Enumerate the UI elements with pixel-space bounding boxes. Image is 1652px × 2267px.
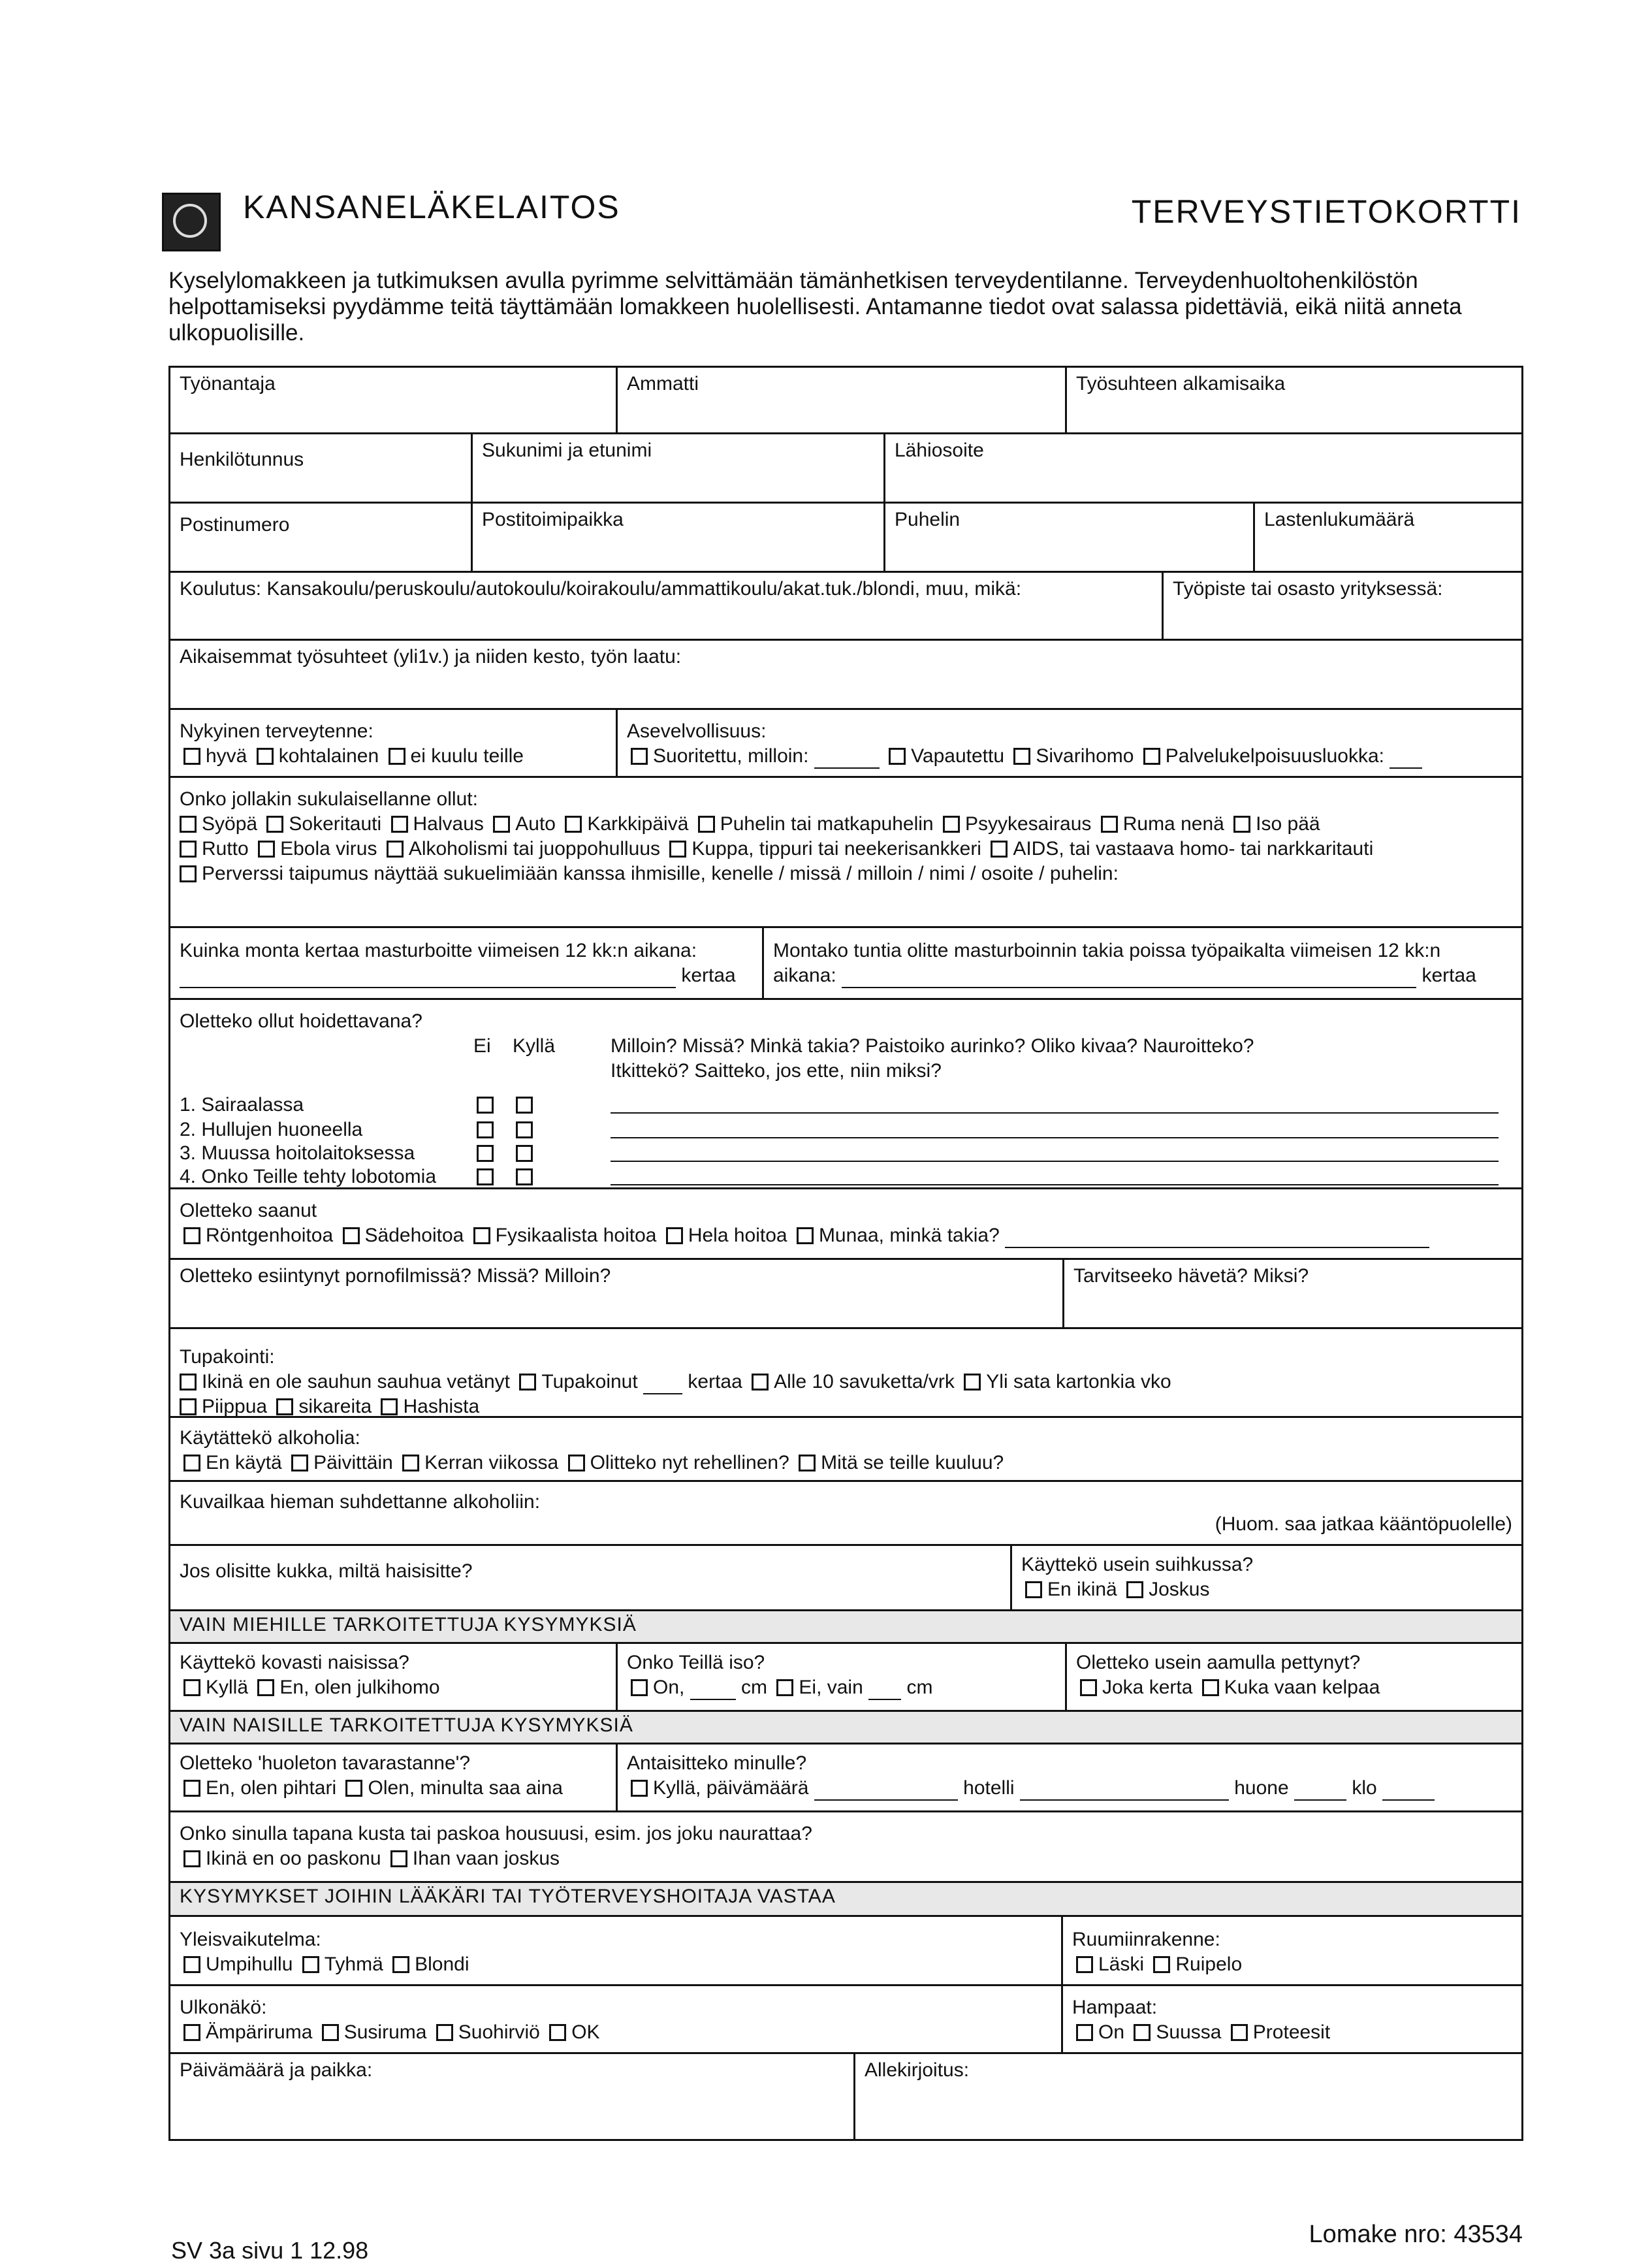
checkbox[interactable] bbox=[183, 1850, 200, 1867]
checkbox[interactable] bbox=[183, 1227, 200, 1244]
checkbox[interactable] bbox=[180, 1374, 197, 1391]
checkbox[interactable] bbox=[799, 1455, 816, 1471]
alcohol-relationship[interactable]: Kuvailkaa hieman suhdettanne alkoholiin: (Huom. saa jatkaa kääntöpuolelle) bbox=[170, 1482, 1521, 1544]
answer-line[interactable] bbox=[690, 1680, 736, 1700]
doctor-section-header: KYSYMYKSET JOIHIN LÄÄKÄRI TAI TYÖTERVEYSHOITAJA VASTAA bbox=[170, 1883, 1521, 1917]
checkbox[interactable] bbox=[1202, 1679, 1219, 1696]
checkbox[interactable] bbox=[391, 816, 408, 833]
question-text: Itkittekö? Saitteko, jos ette, niin miksi? bbox=[611, 1060, 942, 1082]
checkbox[interactable] bbox=[631, 748, 648, 765]
checkbox[interactable] bbox=[302, 1956, 319, 1973]
checkbox[interactable] bbox=[631, 1780, 648, 1797]
profession-field[interactable]: Ammatti bbox=[616, 368, 1065, 432]
checkbox[interactable] bbox=[183, 1780, 200, 1797]
note-text: (Huom. saa jatkaa kääntöpuolelle) bbox=[1215, 1513, 1512, 1535]
checkbox[interactable] bbox=[797, 1227, 814, 1244]
col-yes: Kyllä bbox=[513, 1035, 556, 1057]
shower-question: Käyttekö usein suihkussa? En ikinä Joskus bbox=[1010, 1546, 1521, 1609]
shame-question[interactable]: Tarvitseeko hävetä? Miksi? bbox=[1062, 1260, 1521, 1327]
item-label: 1. Sairaalassa bbox=[180, 1094, 304, 1116]
checkbox[interactable] bbox=[1080, 1679, 1097, 1696]
checkbox[interactable] bbox=[477, 1097, 494, 1114]
doctor-row-1 bbox=[170, 1917, 1521, 1986]
hotel-line[interactable] bbox=[1020, 1781, 1229, 1801]
checkbox[interactable] bbox=[516, 1121, 533, 1138]
checkbox[interactable] bbox=[776, 1679, 793, 1696]
masturbation-count: Kuinka monta kertaa masturboitte viimeisen 12 kk:n aikana: kertaa bbox=[170, 928, 762, 998]
checkbox[interactable] bbox=[568, 1455, 585, 1471]
size-question: Onko Teillä iso? On, cm Ei, vain cm bbox=[616, 1644, 1065, 1710]
form-title: TERVEYSTIETOKORTTI bbox=[1131, 193, 1521, 230]
checkbox[interactable] bbox=[1101, 816, 1118, 833]
checkbox[interactable] bbox=[1025, 1581, 1042, 1598]
men-section-header: VAIN MIEHILLE TARKOITETTUJA KYSYMYKSIÄ bbox=[170, 1611, 1521, 1644]
women-questions-row bbox=[170, 1744, 1521, 1812]
teeth: Hampaat: On Suussa Proteesit bbox=[1061, 1986, 1521, 2052]
answer-line[interactable] bbox=[611, 1166, 1499, 1185]
checkbox[interactable] bbox=[943, 816, 960, 833]
answer-line[interactable] bbox=[1005, 1229, 1429, 1248]
checkbox[interactable] bbox=[180, 1398, 197, 1415]
received-treatments: Oletteko saanut Röntgenhoitoa Sädehoitoa Fysikaalista hoitoa Hela hoitoa Munaa, minkä takia? bbox=[170, 1189, 1521, 1258]
checkbox[interactable] bbox=[322, 2024, 339, 2041]
relatives-diseases: Onko jollakin sukulaisellanne ollut: Syöpä Sokeritauti Halvaus Auto Karkkipäivä Puhelin tai matkapuhelin Psyykesairaus Ruma nenä Iso pää Rutto Ebola virus Alkoholismi tai juoppohulluus Kuppa, tippuri tai neekerisankkeri AIDS, tai vastaava homo- tai narkkaritauti Perverssi taipumus näyttää sukuelimiään kanssa ihmisille, kenelle / missä / milloin / nimi / osoite / puhelin: bbox=[180, 788, 1374, 884]
alcohol-row bbox=[170, 1418, 1521, 1482]
checkbox[interactable] bbox=[402, 1455, 419, 1471]
children-field[interactable]: Lastenlukumäärä bbox=[1253, 504, 1521, 571]
checkbox[interactable] bbox=[698, 816, 715, 833]
checkbox[interactable] bbox=[183, 748, 200, 765]
answer-line[interactable] bbox=[180, 969, 676, 988]
alcohol-use: Käytättekö alkoholia: En käytä Päivittäin Kerran viikossa Olitteko nyt rehellinen? Mitä se teille kuuluu? bbox=[180, 1427, 1004, 1473]
women-section-header: VAIN NAISILLE TARKOITETTUJA KYSYMYKSIÄ bbox=[170, 1712, 1521, 1744]
alcohol-relationship-row bbox=[170, 1482, 1521, 1546]
health-form bbox=[168, 366, 1523, 2141]
signature-field[interactable]: Allekirjoitus: bbox=[853, 2054, 1521, 2139]
date-line[interactable] bbox=[814, 1781, 958, 1801]
item-label: 2. Hullujen huoneella bbox=[180, 1119, 363, 1140]
treatment-history: Oletteko ollut hoidettavana? Ei Kyllä Milloin? Missä? Minkä takia? Paistoiko aurinko? Oliko kivaa? Nauroitteko? Itkittekö? Saitteko, jos ette, niin miksi? 1. Sairaalassa 2. Hullujen huoneella 3. Muussa hoitolaitoksessa 4. Onko Teille tehty lobotomia bbox=[170, 1000, 1521, 1187]
checkbox[interactable] bbox=[387, 841, 404, 858]
education-field[interactable]: Koulutus: Kansakoulu/peruskoulu/autokoulu/koirakoulu/ammattikoulu/akat.tuk./blondi, muu, mikä: bbox=[180, 578, 1022, 600]
checkbox[interactable] bbox=[389, 748, 405, 765]
checkbox[interactable] bbox=[1153, 1956, 1170, 1973]
employment-row bbox=[170, 368, 1521, 434]
checkbox[interactable] bbox=[473, 1227, 490, 1244]
accident-question: Onko sinulla tapana kusta tai paskoa housuusi, esim. jos joku naurattaa? Ikinä en oo paskonu Ihan vaan joskus bbox=[180, 1823, 812, 1869]
answer-line[interactable] bbox=[868, 1680, 901, 1700]
flower-row bbox=[170, 1546, 1521, 1611]
address-field[interactable]: Lähiosoite bbox=[883, 434, 1521, 502]
checkbox[interactable] bbox=[266, 816, 283, 833]
previous-jobs-row bbox=[170, 641, 1521, 710]
date-place-field[interactable]: Päivämäärä ja paikka: bbox=[180, 2059, 373, 2081]
checkbox[interactable] bbox=[991, 841, 1008, 858]
name-field[interactable]: Sukunimi ja etunimi bbox=[471, 434, 883, 502]
question-text: Milloin? Missä? Minkä takia? Paistoiko aurinko? Oliko kivaa? Nauroitteko? bbox=[611, 1035, 1254, 1057]
answer-line[interactable] bbox=[611, 1094, 1499, 1114]
class-line[interactable] bbox=[1390, 749, 1422, 769]
item-label: 3. Muussa hoitolaitoksessa bbox=[180, 1142, 415, 1164]
checkbox[interactable] bbox=[183, 2024, 200, 2041]
checkbox[interactable] bbox=[180, 841, 197, 858]
checkbox[interactable] bbox=[345, 1780, 362, 1797]
morning-question: Oletteko usein aamulla pettynyt? Joka kerta Kuka vaan kelpaa bbox=[1065, 1644, 1521, 1710]
checkbox[interactable] bbox=[1233, 816, 1250, 833]
checkbox[interactable] bbox=[1076, 2024, 1093, 2041]
form-code: SV 3a sivu 1 12.98 bbox=[171, 2237, 369, 2264]
ssn-field[interactable]: Henkilötunnus bbox=[180, 449, 304, 470]
col-no: Ei bbox=[473, 1035, 491, 1057]
checkbox[interactable] bbox=[493, 816, 510, 833]
checkbox[interactable] bbox=[183, 1956, 200, 1973]
checkbox[interactable] bbox=[477, 1121, 494, 1138]
checkbox[interactable] bbox=[291, 1455, 308, 1471]
checkbox[interactable] bbox=[519, 1374, 536, 1391]
item-label: 4. Onko Teille tehty lobotomia bbox=[180, 1166, 437, 1187]
women-interest: Käyttekö kovasti naisissa? Kyllä En, olen julkihomo bbox=[180, 1652, 440, 1698]
checkbox[interactable] bbox=[666, 1227, 683, 1244]
checkbox[interactable] bbox=[549, 2024, 566, 2041]
time-line[interactable] bbox=[1382, 1781, 1435, 1801]
body-type: Ruumiinrakenne: Läski Ruipelo bbox=[1061, 1917, 1521, 1984]
checkbox[interactable] bbox=[565, 816, 582, 833]
checkbox[interactable] bbox=[889, 748, 906, 765]
checkbox[interactable] bbox=[1076, 1956, 1093, 1973]
education-row bbox=[170, 573, 1521, 641]
general-impression: Yleisvaikutelma: Umpihullu Tyhmä Blondi bbox=[180, 1929, 469, 1975]
checkbox[interactable] bbox=[1013, 748, 1030, 765]
intro-text: Kyselylomakkeen ja tutkimuksen avulla pyrimme selvittämään tämänhetkisen terveydentilanne. Terveydenhuoltohenkilöstön helpottamiseksi pyydämme teitä täyttämään lomakkeen huolellisesti. Antamanne tiedot ovat salassa pidettäviä, eikä niitä anneta ulkopuolisille. bbox=[168, 268, 1462, 346]
checkbox[interactable] bbox=[631, 1679, 648, 1696]
give-question: Antaisitteko minulle? Kyllä, päivämäärä hotelli huone klo bbox=[616, 1744, 1521, 1810]
checkbox[interactable] bbox=[516, 1097, 533, 1114]
previous-jobs-field[interactable]: Aikaisemmat työsuhteet (yli1v.) ja niiden kesto, työn laatu: bbox=[180, 646, 682, 667]
checkbox[interactable] bbox=[381, 1398, 398, 1415]
checkbox[interactable] bbox=[752, 1374, 769, 1391]
accident-row bbox=[170, 1812, 1521, 1883]
answer-line[interactable] bbox=[611, 1119, 1499, 1138]
relatives-row bbox=[170, 778, 1521, 928]
checkbox[interactable] bbox=[669, 841, 686, 858]
room-line[interactable] bbox=[1294, 1781, 1346, 1801]
checkbox[interactable] bbox=[1231, 2024, 1248, 2041]
checkbox[interactable] bbox=[180, 816, 197, 833]
checkbox[interactable] bbox=[276, 1398, 293, 1415]
form-number: Lomake nro: 43534 bbox=[1309, 2221, 1523, 2248]
appearance: Ulkonäkö: Ämpäriruma Susiruma Suohirviö OK bbox=[180, 1997, 600, 2043]
checkbox[interactable] bbox=[516, 1168, 533, 1185]
smoking-row bbox=[170, 1329, 1521, 1418]
postal-code-field[interactable]: Postinumero bbox=[180, 514, 290, 536]
men-questions-row bbox=[170, 1644, 1521, 1712]
treatment-row bbox=[170, 1000, 1521, 1189]
phone-field[interactable]: Puhelin bbox=[883, 504, 1253, 571]
identity-row bbox=[170, 434, 1521, 504]
checkbox[interactable] bbox=[180, 865, 197, 882]
workplace-field[interactable]: Työpiste tai osasto yrityksessä: bbox=[1162, 573, 1521, 639]
military-service: Asevelvollisuus: Suoritettu, milloin: Vapautettu Sivarihomo Palvelukelpoisuusluokka: bbox=[616, 710, 1521, 776]
checkbox[interactable] bbox=[477, 1168, 494, 1185]
flower-question[interactable]: Jos olisitte kukka, miltä haisisitte? bbox=[180, 1560, 473, 1582]
checkbox[interactable] bbox=[1126, 1581, 1143, 1598]
checkbox[interactable] bbox=[343, 1227, 360, 1244]
porn-question[interactable]: Oletteko esiintynyt pornofilmissä? Missä? Milloin? bbox=[180, 1265, 611, 1287]
checkbox[interactable] bbox=[183, 1679, 200, 1696]
masturbation-absence: Montako tuntia olitte masturboinnin takia poissa työpaikalta viimeisen 12 kk:n aikana: kertaa bbox=[762, 928, 1521, 998]
city-field[interactable]: Postitoimipaikka bbox=[471, 504, 883, 571]
checkbox[interactable] bbox=[183, 1455, 200, 1471]
checkbox[interactable] bbox=[1143, 748, 1160, 765]
checkbox[interactable] bbox=[257, 1679, 274, 1696]
start-date-field[interactable]: Työsuhteen alkamisaika bbox=[1065, 368, 1521, 432]
checkbox[interactable] bbox=[516, 1145, 533, 1162]
smoking: Tupakointi: Ikinä en ole sauhun sauhua vetänyt Tupakoinut kertaa Alle 10 savuketta/vrk Yli sata kartonkia vko Piippua sikareita Hashista bbox=[180, 1346, 1171, 1417]
checkbox[interactable] bbox=[258, 841, 275, 858]
postal-row bbox=[170, 504, 1521, 573]
answer-line[interactable] bbox=[842, 969, 1416, 988]
date-line[interactable] bbox=[814, 749, 880, 769]
answer-line[interactable] bbox=[611, 1142, 1499, 1162]
current-health: Nykyinen terveytenne: hyvä kohtalainen ei kuulu teille bbox=[180, 720, 524, 767]
doctor-row-2 bbox=[170, 1986, 1521, 2054]
checkbox[interactable] bbox=[477, 1145, 494, 1162]
checkbox[interactable] bbox=[1134, 2024, 1151, 2041]
health-military-row bbox=[170, 710, 1521, 778]
checkbox[interactable] bbox=[964, 1374, 981, 1391]
kela-logo-icon bbox=[162, 193, 221, 251]
checkbox[interactable] bbox=[436, 2024, 453, 2041]
checkbox[interactable] bbox=[257, 748, 274, 765]
checkbox[interactable] bbox=[392, 1956, 409, 1973]
signature-row bbox=[170, 2054, 1521, 2139]
org-name: KANSANELÄKELAITOS bbox=[243, 189, 620, 225]
employer-field[interactable]: Työnantaja bbox=[180, 373, 276, 394]
checkbox[interactable] bbox=[390, 1850, 407, 1867]
masturbation-row bbox=[170, 928, 1521, 1000]
received-row bbox=[170, 1189, 1521, 1260]
porn-row bbox=[170, 1260, 1521, 1329]
carefree-question: Oletteko 'huoleton tavarastanne'? En, olen pihtari Olen, minulta saa aina bbox=[180, 1752, 563, 1799]
answer-line[interactable] bbox=[643, 1375, 682, 1394]
